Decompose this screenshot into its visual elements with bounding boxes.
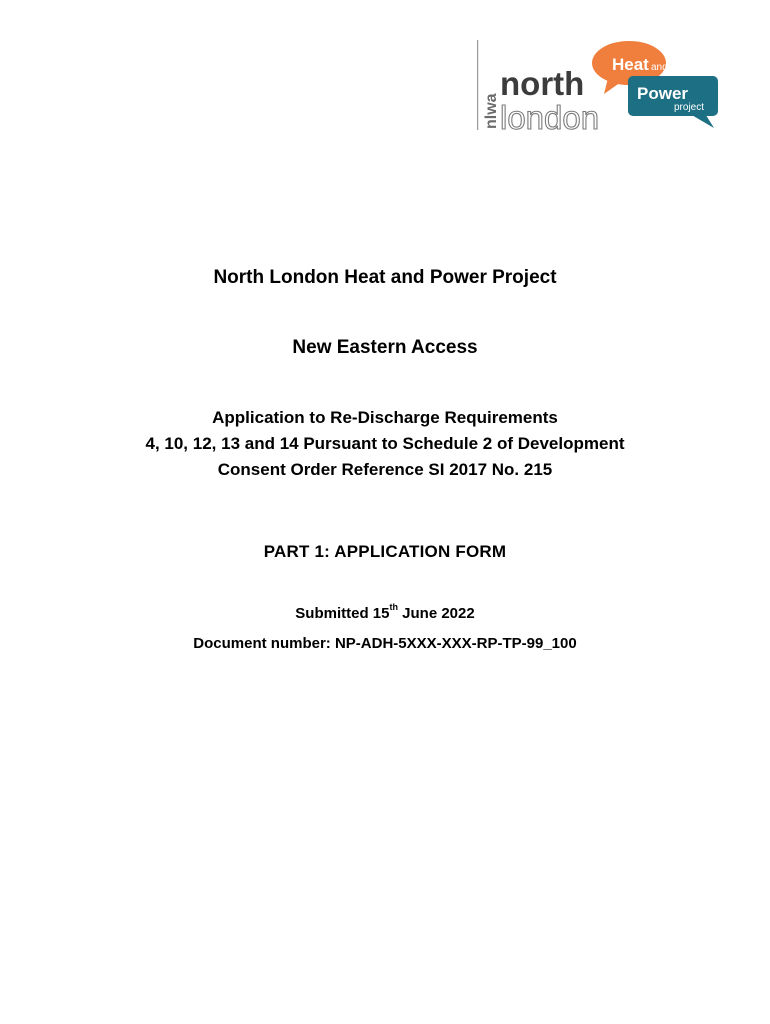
application-line-2: 4, 10, 12, 13 and 14 Pursuant to Schedule 2 of Development xyxy=(145,434,625,453)
logo-and-text: and xyxy=(651,62,668,73)
nlwa-logo-graphic xyxy=(476,36,726,136)
logo-nlwa-text: nlwa xyxy=(483,93,500,129)
submission-date xyxy=(0,604,770,622)
logo-north-text: north xyxy=(500,65,585,102)
power-speech-bubble xyxy=(628,76,718,128)
application-line-1: Application to Re-Discharge Requirements xyxy=(212,408,558,427)
submitted-ordinal: th xyxy=(389,602,398,612)
logo-project-text: project xyxy=(674,102,705,113)
submitted-prefix: Submitted 15 xyxy=(295,605,390,622)
logo-divider xyxy=(477,40,478,130)
project-title: North London Heat and Power Project xyxy=(213,267,557,288)
application-description xyxy=(0,405,770,483)
logo-london-text: london xyxy=(500,99,600,136)
nlwa-logo xyxy=(476,36,726,136)
document-subtitle: New Eastern Access xyxy=(292,337,478,358)
part-title: PART 1: APPLICATION FORM xyxy=(263,542,507,561)
application-line-3: Consent Order Reference SI 2017 No. 215 xyxy=(217,460,553,479)
submitted-suffix: June 2022 xyxy=(397,605,475,622)
logo-heat-text: Heat xyxy=(612,55,649,74)
logo-power-text: Power xyxy=(637,84,689,103)
document-number: Document number: NP-ADH-5XXX-XXX-RP-TP-99_100 xyxy=(193,635,577,652)
